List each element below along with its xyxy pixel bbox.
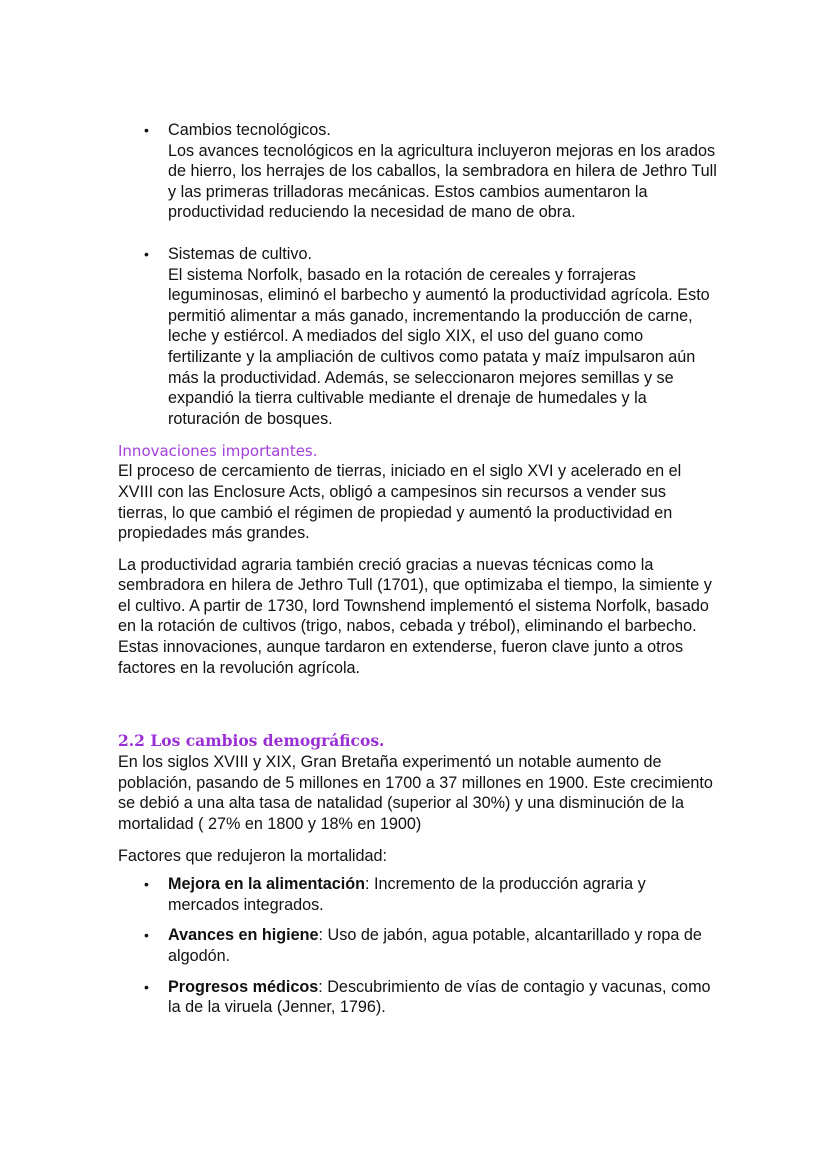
bullet-icon: • [144,978,149,995]
page-content [118,120,718,1018]
factors-label: Factores que redujeron la mortalidad: [118,846,388,865]
factor-term: Avances en higiene [168,926,319,945]
factor-description: : Incremento de la producción agraria y mercados integrados. [168,875,646,914]
bullet-title: Cambios tecnológicos. [168,121,331,139]
list-item [118,244,718,429]
bullet-title: Sistemas de cultivo. [168,244,312,263]
bullet-body: Los avances tecnológicos en la agricultura incluyeron mejoras en los arados de hierro, los herrajes de los caballos, la sembradora en hilera de Jethro Tull y las primeras trilladoras mecánicas. Estos cambios aumentaron la productividad reduciendo la necesidad de mano de obra. [168,141,717,222]
factors-list [118,874,718,1018]
factor-term: Mejora en la alimentación [168,875,366,894]
innovaciones-paragraph-2: La productividad agraria también creció gracias a nuevas técnicas como la sembradora en hilera de Jethro Tull (1701), que optimizaba el tiempo, la simiente y el cultivo. A partir de 1730, lord Townshend implementó el sistema Norfolk, basado en la rotación de cultivos (trigo, nabos, cebada y trébol), eliminando el barbecho. Estas innovaciones, aunque tardaron en extenderse, fueron clave junto a otros factores en la revolución agrícola. [118,555,712,677]
list-item [118,874,718,915]
innovaciones-paragraph-1: El proceso de cercamiento de tierras, iniciado en el siglo XVI y acelerado en el XVIII con las Enclosure Acts, obligó a campesinos sin recursos a vender sus tierras, lo que cambió el régimen de propiedad y aumentó la productividad en propiedades más grandes. [118,462,682,543]
bullet-icon: • [144,122,149,138]
factor-term: Progresos médicos [168,977,319,996]
top-bullet-list [118,120,718,429]
list-item [118,977,718,1018]
demograficos-intro: En los siglos XVIII y XIX, Gran Bretaña experimentó un notable aumento de población, pasando de 5 millones en 1700 a 37 millones en 1900. Este crecimiento se debió a una alta tasa de natalidad (superior al 30%) y una disminución de la mortalidad ( 27% en 1800 y 18% en 1900) [118,753,713,834]
factor-description: : Descubrimiento de vías de contagio y vacunas, como la de la viruela (Jenner, 1796). [168,977,711,1017]
factor-description: : Uso de jabón, agua potable, alcantarillado y ropa de algodón. [168,926,702,965]
bullet-body: El sistema Norfolk, basado en la rotación de cereales y forrajeras leguminosas, eliminó el barbecho y aumentó la productividad agrícola. Esto permitió alimentar a más ganado, incrementando la producción de carne, leche y estiércol. A mediados del siglo XIX, el uso del guano como fertilizante y la ampliación de cultivos como patata y maíz impulsaron aún más la productividad. Además, se seleccionaron mejores semillas y se expandió la tierra cultivable mediante el drenaje de humedales y la roturación de bosques. [168,265,710,428]
innovaciones-heading: Innovaciones importantes. [118,442,318,461]
list-item [118,925,718,966]
bullet-icon: • [144,876,149,893]
list-item [118,120,718,223]
bullet-icon: • [144,927,149,944]
bullet-icon: • [144,245,149,262]
section-heading-demograficos: 2.2 Los cambios demográficos. [118,731,385,751]
